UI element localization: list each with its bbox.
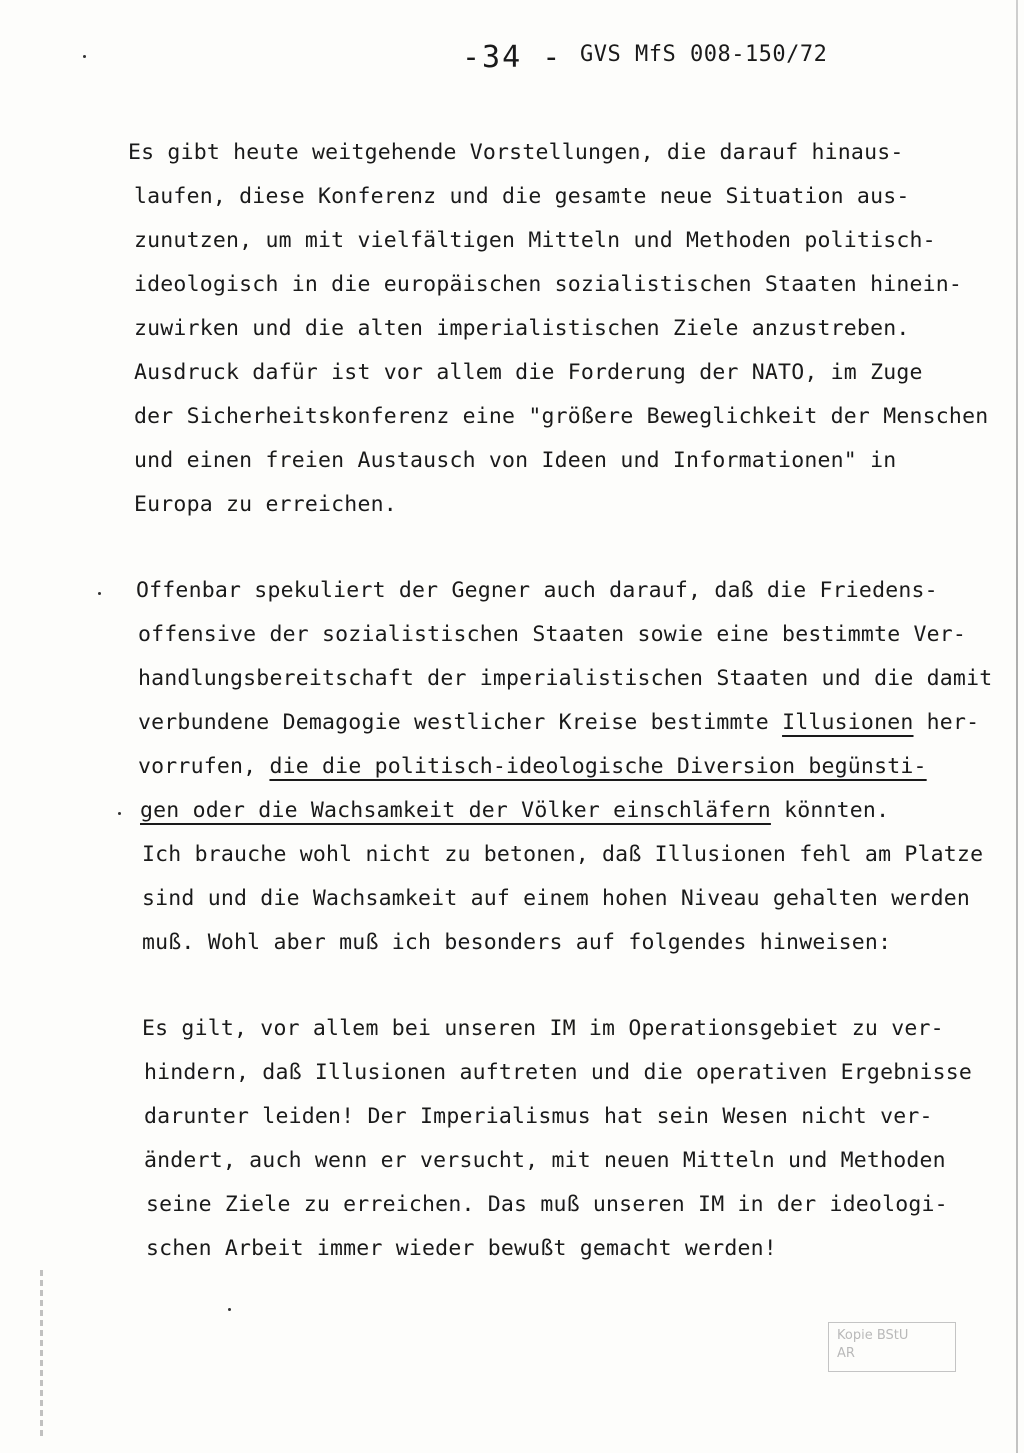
text-line: Offenbar spekuliert der Gegner auch darauf, daß die Friedens- <box>136 578 938 603</box>
text-line <box>138 754 927 779</box>
text-run: verbundene Demagogie westlicher Kreise bestimmte <box>138 710 783 735</box>
text-line: und einen freien Austausch von Ideen und Informationen" in <box>134 448 897 473</box>
underlined-text: Illusionen <box>782 710 914 735</box>
stamp-line: AR <box>837 1346 855 1361</box>
text-line: laufen, diese Konferenz und die gesamte neue Situation aus- <box>134 184 910 209</box>
text-line: sind und die Wachsamkeit auf einem hohen Niveau gehalten werden <box>142 886 971 911</box>
text-line: zuwirken und die alten imperialistischen Ziele anzustreben. <box>134 316 910 341</box>
text-line: Es gilt, vor allem bei unseren IM im Operationsgebiet zu ver- <box>142 1016 944 1041</box>
text-line: zunutzen, um mit vielfältigen Mitteln und Methoden politisch- <box>134 228 936 253</box>
text-run: könnten. <box>770 798 890 823</box>
text-line: Europa zu erreichen. <box>134 492 397 517</box>
text-line <box>138 710 979 735</box>
page-header <box>0 40 1024 80</box>
text-line: hindern, daß Illusionen auftreten und die operativen Ergebnisse <box>144 1060 973 1085</box>
text-line: schen Arbeit immer wieder bewußt gemacht werden! <box>146 1236 777 1261</box>
text-line: Ich brauche wohl nicht zu betonen, daß Illusionen fehl am Platze <box>142 842 984 867</box>
stamp-line: Kopie BStU <box>837 1328 909 1343</box>
underlined-text: die die politisch-ideologische Diversion begünsti- <box>269 754 927 779</box>
scan-edge-right <box>1016 0 1018 1453</box>
text-line: handlungsbereitschaft der imperialistischen Staaten und die damit <box>138 666 993 691</box>
underlined-text: gen oder die Wachsamkeit der Völker einschläfern <box>140 798 771 823</box>
text-line: der Sicherheitskonferenz eine "größere Beweglichkeit der Menschen <box>134 404 989 429</box>
page-number: -34 - <box>462 40 563 75</box>
document-reference: GVS MfS 008-150/72 <box>580 42 828 67</box>
text-line: ideologisch in die europäischen sozialistischen Staaten hinein- <box>134 272 963 297</box>
scan-speck <box>98 592 101 595</box>
text-line: ändert, auch wenn er versucht, mit neuen Mitteln und Methoden <box>144 1148 946 1173</box>
text-line: Es gibt heute weitgehende Vorstellungen, die darauf hinaus- <box>128 140 904 165</box>
text-line: offensive der sozialistischen Staaten sowie eine bestimmte Ver- <box>138 622 967 647</box>
scan-speck <box>228 1308 231 1311</box>
text-line <box>140 798 889 823</box>
scan-speck <box>118 812 121 815</box>
text-line: Ausdruck dafür ist vor allem die Forderung der NATO, im Zuge <box>134 360 923 385</box>
text-run: her- <box>913 710 980 735</box>
text-run: vorrufen, <box>138 754 270 779</box>
archive-stamp <box>828 1322 956 1372</box>
text-line: muß. Wohl aber muß ich besonders auf folgendes hinweisen: <box>142 930 892 955</box>
scan-edge-left <box>40 1270 43 1440</box>
text-line: seine Ziele zu erreichen. Das muß unseren IM in der ideologi- <box>146 1192 948 1217</box>
text-line: darunter leiden! Der Imperialismus hat sein Wesen nicht ver- <box>144 1104 933 1129</box>
